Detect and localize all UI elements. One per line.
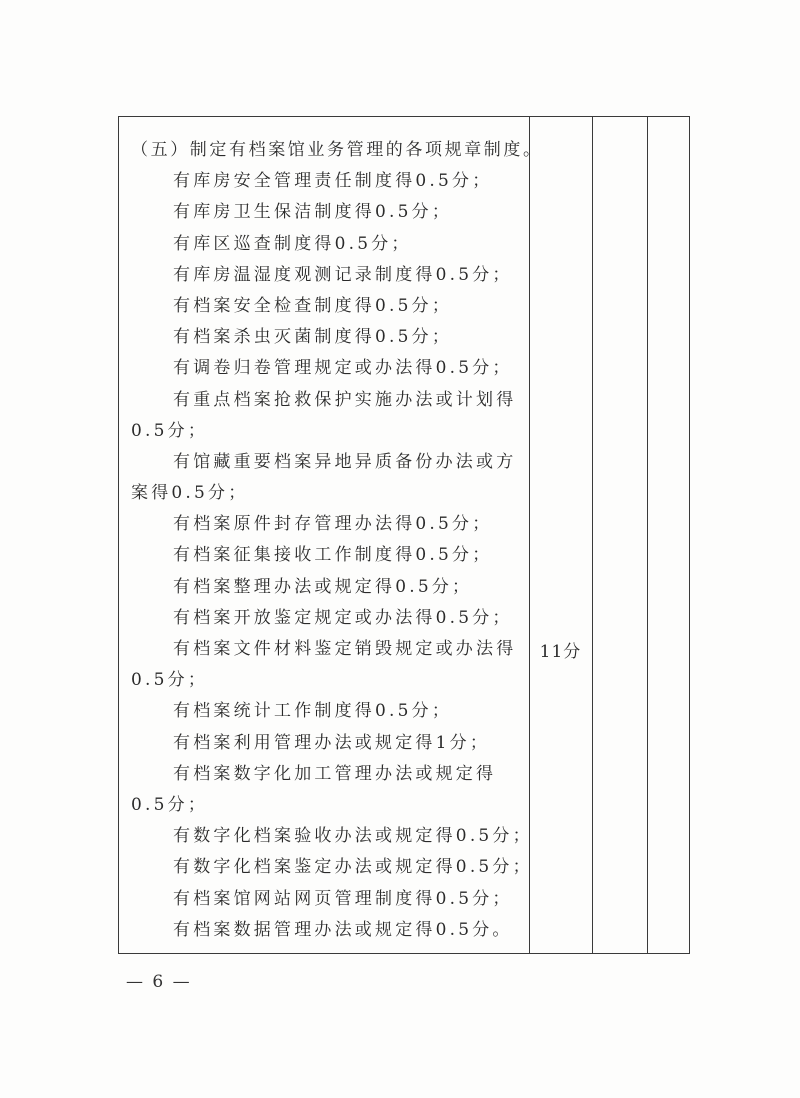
criteria-line: 有档案杀虫灭菌制度得0.5分； xyxy=(173,327,453,348)
criteria-line: 有数字化档案鉴定办法或规定得0.5分； xyxy=(173,857,533,878)
criteria-line: 有库房温湿度观测记录制度得0.5分； xyxy=(173,264,513,285)
criteria-line-continuation: 案得0.5分； xyxy=(131,483,249,504)
criteria-line: 有档案整理办法或规定得0.5分； xyxy=(173,576,473,597)
criteria-line-continuation: 0.5分； xyxy=(131,670,209,691)
criteria-line-continuation: 0.5分； xyxy=(131,794,209,815)
criteria-line: 有档案安全检查制度得0.5分； xyxy=(173,295,453,316)
criteria-line: 有调卷归卷管理规定或办法得0.5分； xyxy=(173,358,513,379)
criteria-line: 有档案统计工作制度得0.5分； xyxy=(173,701,453,722)
column-divider xyxy=(647,117,648,953)
score-table xyxy=(118,116,690,954)
criteria-line: 有馆藏重要档案异地异质备份办法或方 xyxy=(173,451,517,472)
criteria-line: 有档案馆网站网页管理制度得0.5分； xyxy=(173,888,513,909)
criteria-line: 有数字化档案验收办法或规定得0.5分； xyxy=(173,826,533,847)
criteria-line: 有库房安全管理责任制度得0.5分； xyxy=(173,171,493,192)
criteria-line: 有档案数据管理办法或规定得0.5分。 xyxy=(173,919,513,940)
section-heading: （五）制定有档案馆业务管理的各项规章制度。 xyxy=(131,140,543,160)
criteria-line: 有档案利用管理办法或规定得1分； xyxy=(173,732,491,753)
criteria-line: 有库房卫生保洁制度得0.5分； xyxy=(173,202,453,223)
criteria-line-continuation: 0.5分； xyxy=(131,420,209,441)
criteria-line: 有档案开放鉴定规定或办法得0.5分； xyxy=(173,607,513,628)
criteria-line: 有档案文件材料鉴定销毁规定或办法得 xyxy=(173,639,517,659)
criteria-line: 有重点档案抢救保护实施办法或计划得 xyxy=(173,389,517,410)
criteria-line: 有档案数字化加工管理办法或规定得 xyxy=(173,763,497,784)
column-divider xyxy=(592,117,593,953)
score-value: 11分 xyxy=(539,642,582,662)
criteria-cell xyxy=(131,135,543,946)
criteria-line: 有档案征集接收工作制度得0.5分； xyxy=(173,545,493,566)
criteria-list xyxy=(131,166,533,946)
page-number: — 6 — xyxy=(126,972,192,992)
criteria-line: 有库区巡查制度得0.5分； xyxy=(173,233,412,254)
criteria-line: 有档案原件封存管理办法得0.5分； xyxy=(173,514,493,535)
